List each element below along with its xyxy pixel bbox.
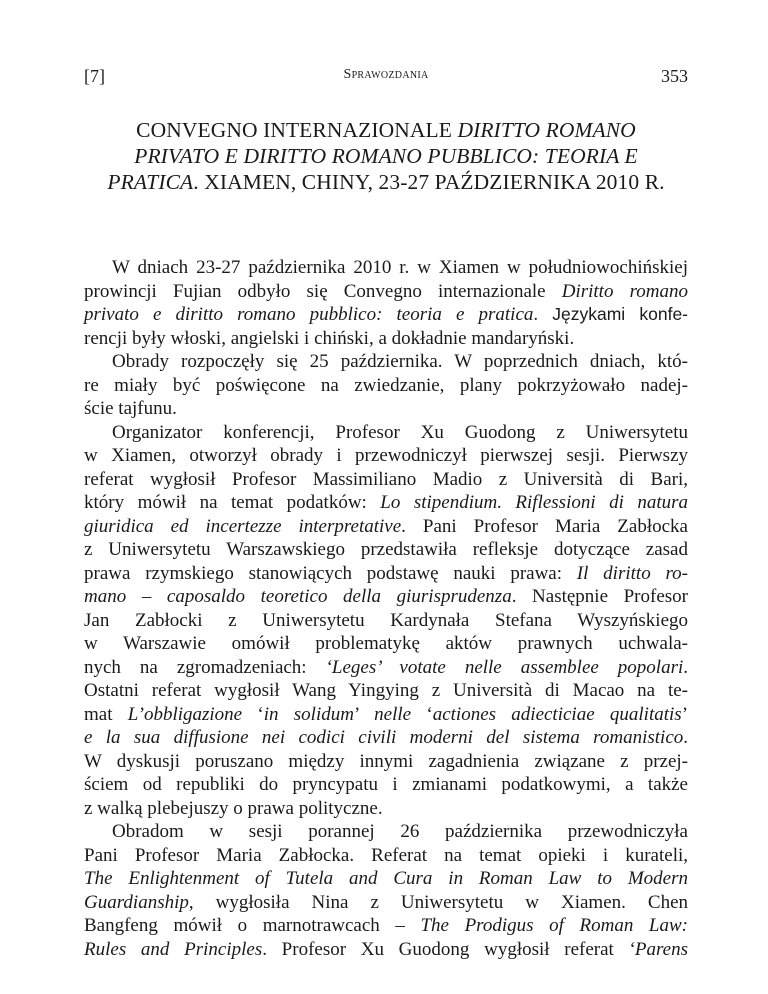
text-line: privato e diritto romano pubblico: teoria e pratica. Językami konfe- <box>84 304 689 325</box>
text-line: The Enlightenment of Tutela and Cura in Roman Law to Modern <box>84 868 688 889</box>
text-line: mano – caposaldo teoretico della giurisprudenza. Następnie Profesor <box>84 586 688 607</box>
text-line: Obradom w sesji porannej 26 października przewodniczyła <box>112 821 688 842</box>
text-line: prawa rzymskiego stanowiących podstawę nauki prawa: Il diritto ro- <box>84 562 688 584</box>
text-line: ście tajfunu. <box>84 398 177 419</box>
text-line: mat L’obbligazione ‘in solidum’ nelle ‘actiones adiecticiae qualitatis’ <box>84 703 689 725</box>
text-line: giuridica ed incertezze interpretative. Pani Profesor Maria Zabłocka <box>84 515 688 537</box>
text-line: Guardianship, wygłosiła Nina z Uniwersytetu w Xiamen. Chen <box>84 891 688 913</box>
text-line: prowincji Fujian odbyło się Convegno internazionale Diritto romano <box>84 280 688 302</box>
article-body <box>84 256 688 961</box>
text-line: Organizator konferencji, Profesor Xu Guodong z Uniwersytetu <box>112 421 688 443</box>
title-line-3: PRATICA. XIAMEN, CHINY, 23-27 PAŹDZIERNIKA 2010 R. <box>107 170 665 194</box>
text-line: W dniach 23-27 października 2010 r. w Xiamen w południowochińskiej <box>112 257 688 278</box>
title-line-1: CONVEGNO INTERNAZIONALE DIRITTO ROMANO <box>136 118 636 142</box>
page-number: 353 <box>661 66 688 86</box>
page-reference: [7] <box>84 66 105 86</box>
text-line: Jan Zabłocki z Uniwersytetu Kardynała Stefana Wyszyńskiego <box>84 609 688 631</box>
running-header <box>84 66 688 90</box>
text-line: e la sua diffusione nei codici civili moderni del sistema romanistico. <box>84 727 688 748</box>
text-line: referat wygłosił Profesor Massimiliano Madio z Università di Bari, <box>84 468 688 490</box>
text-line: który mówił na temat podatków: Lo stipendium. Riflessioni di natura <box>84 492 688 513</box>
text-line: Rules and Principles. Profesor Xu Guodong wygłosił referat ‘Parens <box>84 938 688 960</box>
text-line: Obrady rozpoczęły się 25 października. W poprzednich dniach, któ- <box>112 351 688 372</box>
text-line: re miały być poświęcone na zwiedzanie, plany pokrzyżowało nadej- <box>84 374 688 396</box>
text-line: w Warszawie omówił problematykę aktów prawnych uchwala- <box>84 633 688 654</box>
text-line: w Xiamen, otworzył obrady i przewodniczył pierwszej sesji. Pierwszy <box>84 445 688 466</box>
title-line-2: PRIVATO E DIRITTO ROMANO PUBBLICO: TEORIA E <box>134 144 638 168</box>
text-line: z Uniwersytetu Warszawskiego przedstawiła refleksje dotyczące zasad <box>84 539 688 560</box>
text-line: Ostatni referat wygłosił Wang Yingying z Università di Macao na te- <box>84 680 688 701</box>
text-line: z walką plebejuszy o prawa polityczne. <box>84 797 383 819</box>
text-line: W dyskusji poruszano między innymi zagadnienia związane z przej- <box>84 750 688 772</box>
section-title: Sprawozdania <box>343 67 429 82</box>
text-line: nych na zgromadzeniach: ‘Leges’ votate nelle assemblee popolari. <box>84 656 688 678</box>
text-line: ściem od republiki do pryncypatu i zmianami podatkowymi, a także <box>84 774 688 795</box>
text-line: rencji były włoski, angielski i chiński, a dokładnie mandaryński. <box>84 327 575 349</box>
text-line: Bangfeng mówił o marnotrawcach – The Prodigus of Roman Law: <box>84 915 688 936</box>
article-title <box>84 117 688 195</box>
text-line: Pani Profesor Maria Zabłocka. Referat na temat opieki i kurateli, <box>84 844 688 866</box>
